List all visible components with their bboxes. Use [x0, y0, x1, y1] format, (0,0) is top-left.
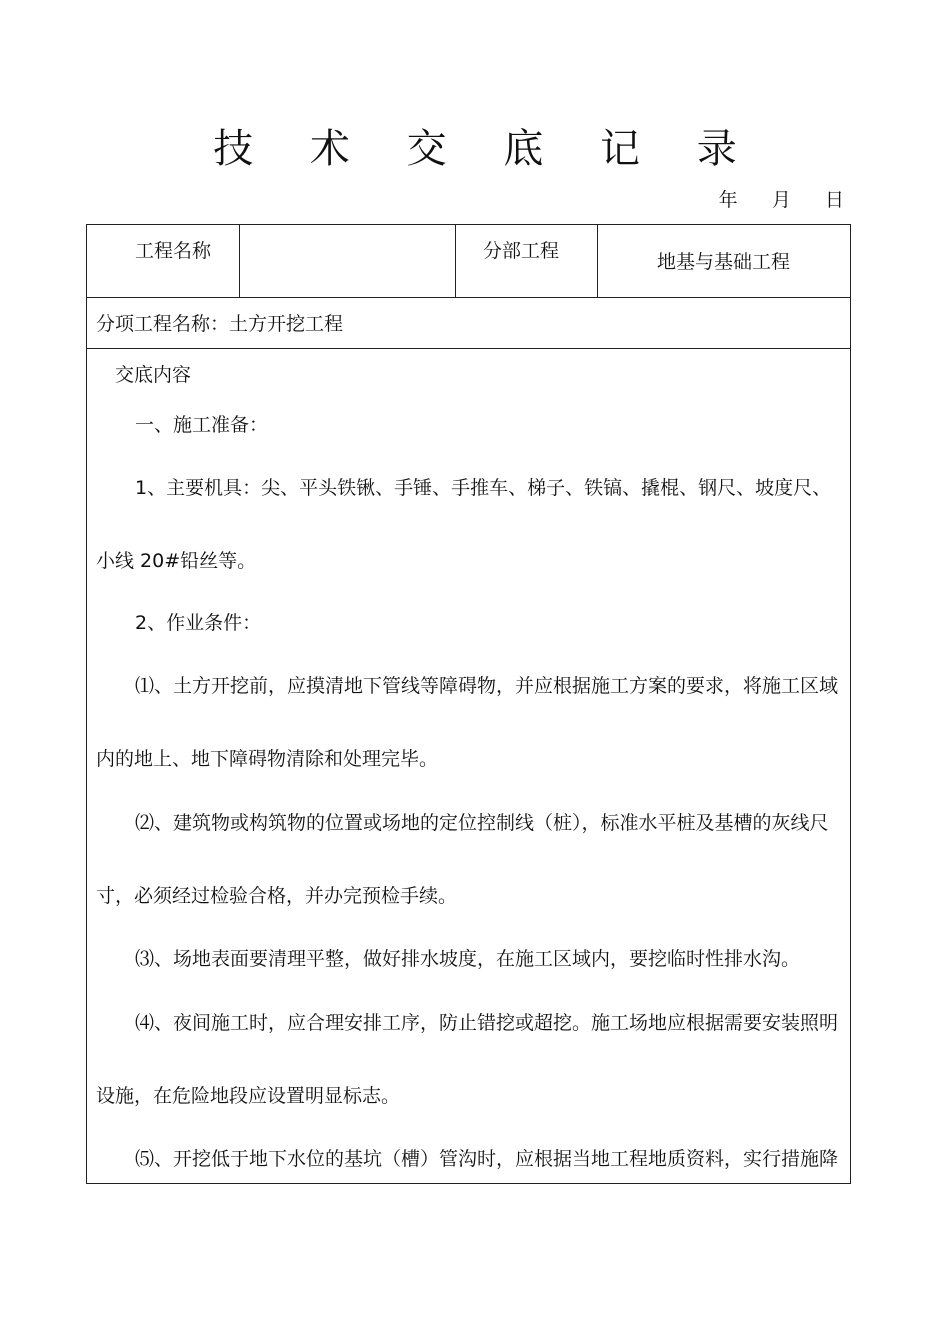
division-value[interactable]: 地基与基础工程	[657, 251, 791, 273]
subitem-name: 分项工程名称：土方开挖工程	[96, 313, 344, 335]
division-label: 分部工程	[483, 240, 560, 262]
content-line: ⑵、建筑物或构筑物的位置或场地的定位控制线（桩），标准水平桩及基槽的灰线尺	[135, 812, 829, 834]
project-name-label: 工程名称	[135, 240, 212, 262]
content-line: 设施，在危险地段应设置明显标志。	[96, 1085, 401, 1107]
document-title: 技 术 交 底 记 录	[213, 126, 759, 172]
content-line: ⑸、开挖低于地下水位的基坑（槽）管沟时，应根据当地工程地质资料，实行措施降	[135, 1148, 839, 1170]
divider	[455, 225, 456, 297]
content-line: ⑴、土方开挖前，应摸清地下管线等障碍物，并应根据施工方案的要求，将施工区域	[135, 675, 839, 697]
content-line: 小线 20#铅丝等。	[96, 550, 257, 572]
content-line: 内的地上、地下障碍物清除和处理完毕。	[96, 748, 439, 770]
divider	[597, 225, 598, 297]
content-line: 一、施工准备：	[135, 414, 269, 436]
content-line: 2、作业条件：	[135, 612, 262, 634]
divider	[87, 297, 850, 298]
date-line: 年 月 日	[718, 189, 846, 211]
content-line: 1、主要机具：尖、平头铁锹、手锤、手推车、梯子、铁镐、撬棍、钢尺、坡度尺、	[135, 477, 832, 499]
record-table	[86, 224, 851, 1184]
divider	[87, 348, 850, 349]
content-line: ⑶、场地表面要清理平整，做好排水坡度，在施工区域内，要挖临时性排水沟。	[135, 948, 801, 970]
content-line: 寸，必须经过检验合格，并办完预检手续。	[96, 885, 458, 907]
divider	[239, 225, 240, 297]
content-heading: 交底内容	[115, 364, 192, 386]
content-line: ⑷、夜间施工时，应合理安排工序，防止错挖或超挖。施工场地应根据需要安装照明	[135, 1012, 839, 1034]
